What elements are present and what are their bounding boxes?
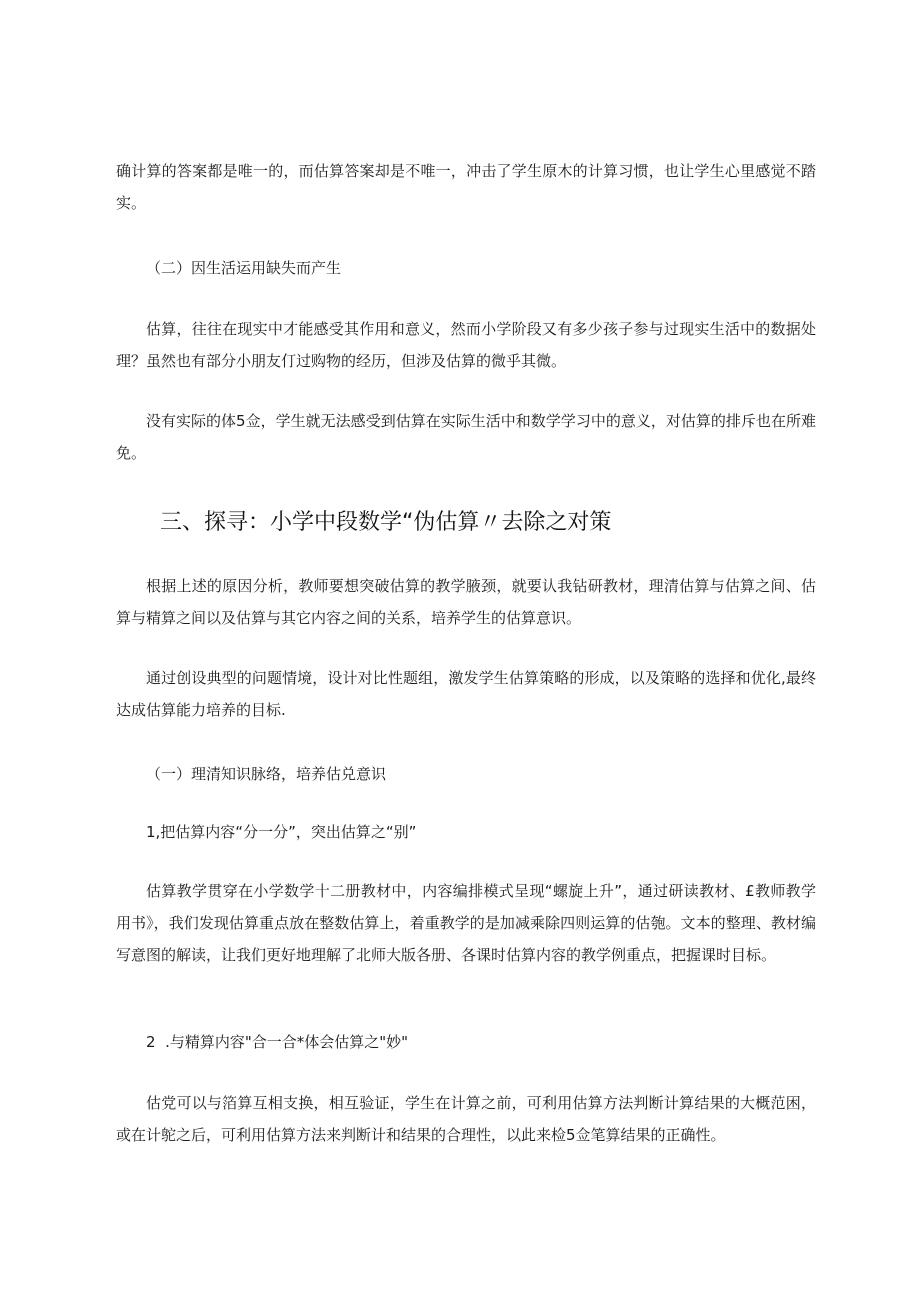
- paragraph: 通过创设典型的问题情境，设计对比性题组，激发学生估算策略的形成，以及策略的选择和优化,最终达成估算能力培养的目标.: [116, 669, 816, 719]
- list-item-2: 2 .与精算内容"合一合*体会估算之"妙": [146, 1033, 409, 1051]
- paragraph: 根据上述的原因分析，教师要想突破估算的教学腋颈，就要认我钻研教材，理清估算与估算之间、估算与精算之间以及估算与其它内容之间的关系，培养学生的估算意识。: [116, 577, 816, 627]
- paragraph: 估算，往往在现实中才能感受其作用和意义，然而小学阶段又有多少孩子参与过现实生活中的数据处理？虽然也有部分小朋友仃过购物的经历，但涉及估算的微乎其微。: [116, 320, 816, 370]
- paragraph-continuation: 确计算的答案都是唯一的，而估算答案却是不唯一，冲击了学生原木的计算习惯，也让学生心里感觉不踏实。: [116, 162, 816, 212]
- paragraph: 估算教学贯穿在小学数学十二册教材中，内容编排模式呈现“螺旋上升”，通过研读教材、£教师教学用书》，我们发现估算重点放在整数估算上，着重教学的是加减乘除四则运算的估匏。文本的整理、教材编写意图的解读，让我们更好地理解了北师大版各册、各课时估算内容的教学例重点，把握课时目标。: [116, 882, 816, 964]
- list-item-1: 1,把估算内容“分一分”，突出估算之“别”: [146, 823, 417, 841]
- paragraph: 估党可以与箔算互相支换，相互验证，学生在计算之前，可利用估算方法判断计算结果的大概范困，或在计鸵之后，可利用估算方法来判断计和结果的合理性，以此来检5佥笔算结果的正确性。: [116, 1094, 816, 1144]
- subheading-2: （二）因生活运用缺失而产生: [146, 259, 342, 277]
- section-heading-3: 三、探寻：小学中段数学“伪估算〃去除之对策: [160, 510, 612, 535]
- paragraph: 没有实际的体5佥，学生就无法感受到估算在实际生活中和数学学习中的意义，对估算的排斥也在所难免。: [116, 412, 816, 462]
- subheading-1: （一）理清知识脉络，培养估兑意识: [146, 765, 387, 783]
